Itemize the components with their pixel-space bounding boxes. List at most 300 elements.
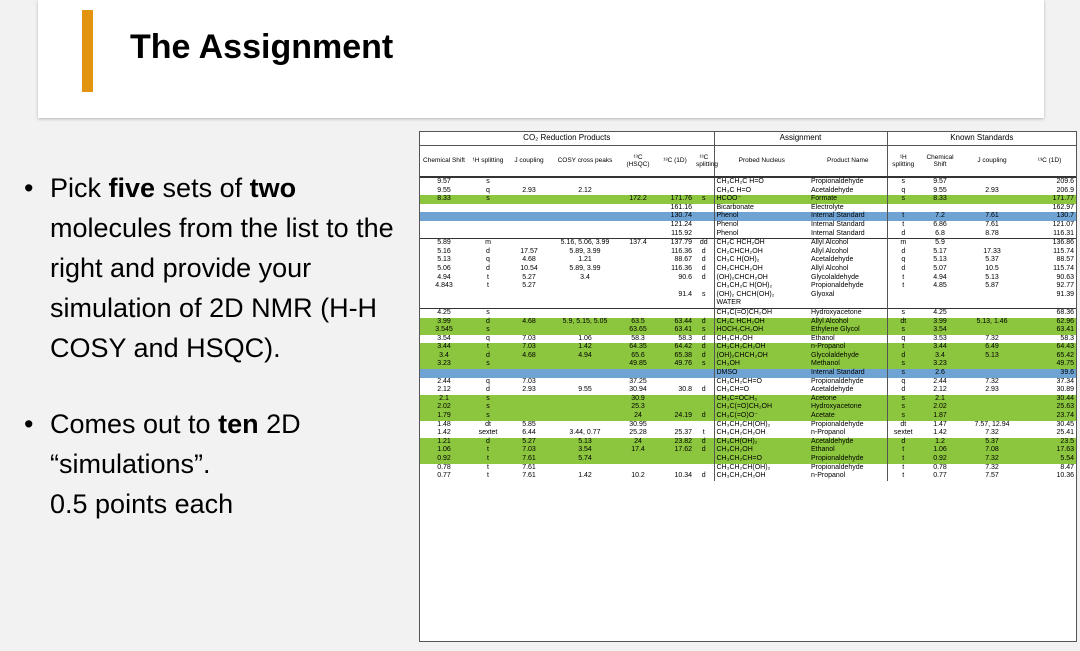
table-cell: t: [468, 455, 508, 464]
table-cell: 6.86: [933, 220, 947, 228]
table-cell: 0.77: [437, 472, 451, 480]
table-cell: [508, 412, 550, 421]
table-cell: [620, 256, 656, 265]
table-cell: [656, 395, 694, 404]
table-cell: [694, 403, 714, 412]
table-cell: [961, 204, 1023, 213]
table-cell: 5.89, 3.99: [569, 247, 601, 255]
table-row: [420, 248, 1076, 257]
table-cell: [468, 230, 508, 239]
table-cell: 1.06: [420, 446, 468, 455]
table-cell: [508, 299, 550, 308]
table-cell: [694, 308, 714, 317]
table-cell: 0.92: [420, 455, 468, 464]
table-cell: d: [468, 352, 508, 361]
table-cell: d: [468, 318, 508, 327]
table-cell: (OH)₂CHCH₂OH: [714, 352, 809, 361]
table-cell: d: [701, 247, 706, 255]
table-cell: d: [694, 343, 714, 352]
table-cell: [961, 299, 1023, 308]
table-cell: 1.2: [919, 438, 961, 447]
column-header: COSY cross peaks: [550, 146, 620, 178]
table-cell: 30.95: [629, 420, 647, 428]
table-row: [420, 446, 1076, 455]
table-cell: 1.42: [933, 429, 947, 437]
table-cell: [508, 230, 550, 239]
table-cell: [961, 177, 1023, 187]
table-cell: [508, 291, 550, 300]
table-cell: CH₂C HCH₂OH: [714, 318, 809, 327]
table-cell: [420, 299, 468, 308]
table-cell: [550, 230, 620, 239]
table-cell: [961, 195, 1023, 204]
table-row: [420, 395, 1076, 404]
table-cell: Internal Standard: [809, 369, 887, 378]
table-cell: [620, 177, 656, 187]
table-cell: t: [887, 455, 919, 464]
table-cell: 91.39: [1056, 290, 1075, 298]
table-cell: [656, 369, 694, 378]
table-cell: CH₃C H=O: [714, 187, 809, 196]
table-cell: 7.61: [522, 472, 536, 480]
table-cell: Ethanol: [811, 334, 835, 342]
table-cell: Phenol: [714, 212, 809, 221]
table-cell: 30.9: [620, 395, 656, 404]
table-cell: 49.75: [1023, 360, 1076, 369]
table-cell: s: [468, 195, 508, 204]
table-cell: 58.3: [1060, 334, 1075, 342]
bullet-text: two: [249, 173, 297, 203]
table-cell: 37.34: [1056, 377, 1075, 385]
table-cell: 90.6: [678, 273, 692, 281]
table-cell: 1.21: [578, 256, 592, 264]
table-cell: d: [887, 438, 919, 447]
table-cell: s: [468, 326, 508, 335]
table-cell: dt: [887, 421, 919, 430]
table-cell: [620, 221, 656, 230]
table-cell: q: [486, 377, 490, 385]
table-cell: s: [694, 195, 714, 204]
table-row: [420, 265, 1076, 274]
table-cell: Phenol: [714, 230, 809, 239]
table-cell: [550, 378, 620, 387]
table-cell: [694, 230, 714, 239]
table-cell: [656, 308, 694, 317]
table-cell: 3.4: [919, 352, 961, 361]
table-cell: [550, 291, 620, 300]
table-cell: [508, 177, 550, 187]
table-cell: [694, 395, 714, 404]
table-cell: CH₃CH₂C H=O: [714, 177, 809, 187]
table-cell: Propionaldehyde: [811, 377, 864, 385]
bullet-text: Comes out to: [50, 409, 219, 439]
table-cell: s: [887, 177, 919, 187]
table-cell: 1.06: [578, 334, 592, 342]
table-cell: 130.7: [1023, 212, 1076, 221]
table-cell: Acetaldehyde: [809, 438, 887, 447]
table-cell: 6.44: [522, 429, 536, 437]
table-cell: 10.2: [631, 472, 645, 480]
table-cell: 17.33: [983, 247, 1001, 255]
table-row: [420, 421, 1076, 430]
table-cell: d: [701, 334, 706, 342]
table-cell: 90.63: [1056, 273, 1075, 281]
bullet-1: [24, 168, 404, 368]
table-row: [420, 212, 1076, 221]
table-cell: d: [694, 318, 714, 327]
table-cell: [550, 221, 620, 230]
table-cell: 5.89, 3.99: [569, 264, 601, 272]
table-cell: Propionaldehyde: [811, 282, 864, 290]
table-cell: Acetaldehyde: [811, 186, 854, 194]
table-cell: 3.44: [919, 343, 961, 352]
table-cell: d: [468, 438, 508, 447]
table-cell: 7.08: [961, 446, 1023, 455]
table-cell: Propionaldehyde: [811, 463, 864, 471]
table-cell: 2.1: [919, 395, 961, 404]
table-cell: 5.54: [1023, 455, 1076, 464]
table-cell: 68.36: [1023, 308, 1076, 317]
table-cell: 17.57: [520, 247, 538, 255]
table-cell: Hydroxyacetone: [809, 403, 887, 412]
table-cell: 8.47: [1060, 463, 1075, 471]
table-cell: CH₃OH: [714, 360, 809, 369]
table-cell: q: [887, 378, 919, 387]
table-cell: 6.8: [935, 229, 945, 237]
table-cell: Propionaldehyde: [811, 178, 864, 185]
table-cell: CH₃CH₂CH₂OH: [714, 429, 809, 438]
table-cell: 17.4: [620, 446, 656, 455]
table-cell: [961, 395, 1023, 404]
table-cell: [961, 360, 1023, 369]
table-cell: [961, 308, 1023, 317]
table-row: [420, 195, 1076, 204]
table-cell: [508, 403, 550, 412]
table-cell: 4.94: [933, 273, 947, 281]
table-cell: [961, 326, 1023, 335]
table-cell: CH₂C HCH₂OH: [714, 239, 809, 248]
table-cell: 5.37: [985, 256, 999, 264]
table-cell: 137.79: [656, 239, 694, 248]
table-cell: sextet: [887, 429, 919, 438]
table-cell: 5.89: [420, 239, 468, 248]
table-cell: Acetone: [809, 395, 887, 404]
table-cell: [620, 464, 656, 473]
table-cell: Formate: [809, 195, 887, 204]
table-cell: s: [887, 326, 919, 335]
table-row: [420, 335, 1076, 344]
table-cell: [919, 204, 961, 213]
table-cell: [694, 187, 714, 196]
table-cell: [694, 212, 714, 221]
table-cell: 3.23: [919, 360, 961, 369]
table-cell: Acetaldehyde: [811, 256, 854, 264]
table-cell: [694, 221, 714, 230]
table-cell: 0.78: [437, 463, 451, 471]
table-cell: Acetate: [809, 412, 887, 421]
table-cell: [550, 403, 620, 412]
table-cell: 49.85: [620, 360, 656, 369]
table-cell: 7.03: [508, 446, 550, 455]
table-cell: 4.68: [508, 352, 550, 361]
bullet-text: 2D “simulations”.: [50, 409, 301, 479]
table-cell: s: [887, 403, 919, 412]
table-cell: [620, 187, 656, 196]
title-accent-bar: [82, 10, 93, 92]
table-row: [420, 230, 1076, 239]
table-cell: CH₃CH₂CH₂OH: [714, 343, 809, 352]
table-cell: 6.49: [961, 343, 1023, 352]
table-cell: 5.13: [961, 352, 1023, 361]
table-row: [420, 274, 1076, 283]
table-cell: 24: [620, 412, 656, 421]
table-cell: CH₃CH₂CH=O: [714, 378, 809, 387]
table-cell: 116.36: [671, 264, 692, 272]
table-cell: [620, 308, 656, 317]
table-cell: s: [468, 360, 508, 369]
table-cell: 2.12: [578, 186, 592, 194]
table-cell: 2.93: [522, 386, 536, 394]
table-row: [420, 343, 1076, 352]
table-cell: t: [468, 446, 508, 455]
table-cell: 10.54: [520, 264, 538, 272]
table-cell: 5.13: [550, 438, 620, 447]
table-cell: CH₃CH₂CH(OH)₂: [714, 464, 809, 473]
table-row: [420, 256, 1076, 265]
title-box: [38, 0, 1044, 118]
table-cell: 3.4: [420, 352, 468, 361]
table-cell: HOCH₂CH₂OH: [714, 326, 809, 335]
table-cell: dt: [887, 318, 919, 327]
table-cell: [550, 212, 620, 221]
table-cell: 5.13: [437, 256, 451, 264]
table-cell: 3.99: [420, 318, 468, 327]
table-cell: 2.12: [933, 386, 947, 394]
column-header: Chemical Shift: [420, 146, 468, 178]
bullet-2: [24, 404, 404, 524]
bullet-text: ten: [218, 409, 259, 439]
table-cell: s: [887, 195, 919, 204]
table-cell: [420, 212, 468, 221]
table-cell: 10.36: [1056, 472, 1075, 480]
bullet-text: molecules from the list to the right and provide your simulation of 2D NMR (H-H COSY and HSQC).: [50, 213, 394, 363]
table-cell: [961, 412, 1023, 421]
table-cell: 63.5: [620, 318, 656, 327]
column-header: ¹³C (HSQC): [620, 146, 656, 178]
table-cell: Bicarbonate: [714, 204, 809, 213]
table-cell: q: [486, 334, 490, 342]
table-cell: 5.17: [933, 247, 947, 255]
table-cell: [620, 282, 656, 291]
table-cell: 23.5: [1023, 438, 1076, 447]
table-cell: 7.32: [961, 455, 1023, 464]
table-cell: m: [468, 239, 508, 248]
table-row: [420, 369, 1076, 378]
table-cell: [508, 395, 550, 404]
table-cell: 116.36: [671, 247, 692, 255]
table-row: [420, 352, 1076, 361]
table-cell: 3.53: [933, 334, 947, 342]
table-cell: d: [694, 438, 714, 447]
table-cell: Ethylene Glycol: [809, 326, 887, 335]
table-cell: 2.12: [437, 386, 451, 394]
table-cell: m: [887, 239, 919, 248]
table-cell: [468, 212, 508, 221]
table-cell: 23.74: [1023, 412, 1076, 421]
table-cell: [620, 212, 656, 221]
table-cell: 1.06: [919, 446, 961, 455]
table-cell: 5.74: [550, 455, 620, 464]
table-cell: 37.25: [629, 377, 647, 385]
bullet-text: five: [108, 173, 156, 203]
table-cell: 3.99: [919, 318, 961, 327]
table-cell: d: [701, 386, 706, 394]
table-cell: n-Propanol: [811, 472, 846, 480]
table-cell: Acetaldehyde: [811, 386, 854, 394]
table-cell: 161.16: [670, 203, 692, 211]
table-cell: 116.31: [1053, 229, 1075, 237]
table-cell: 2.93: [985, 386, 999, 394]
table-cell: t: [468, 343, 508, 352]
table-cell: 130.74: [656, 212, 694, 221]
table-cell: d: [694, 352, 714, 361]
table-cell: 63.65: [620, 326, 656, 335]
table-cell: 58.3: [678, 334, 692, 342]
table-cell: n-Propanol: [811, 429, 846, 437]
table-cell: 10.5: [985, 264, 999, 272]
table-row: [420, 221, 1076, 230]
table-cell: [961, 291, 1023, 300]
table-row: [420, 318, 1076, 327]
table-cell: 9.55: [437, 186, 451, 194]
table-cell: [508, 212, 550, 221]
table-cell: [656, 455, 694, 464]
table-cell: 2.44: [437, 377, 451, 385]
table-cell: 3.23: [420, 360, 468, 369]
table-cell: s: [468, 403, 508, 412]
table-cell: 88.57: [1056, 256, 1075, 264]
table-cell: 5.37: [961, 438, 1023, 447]
table-cell: q: [486, 186, 490, 194]
table-cell: [887, 204, 919, 213]
table-row: [420, 187, 1076, 196]
table-cell: CH₃CH₂OH: [714, 335, 809, 344]
table-row: [420, 282, 1076, 291]
table-cell: Glyoxal: [811, 290, 835, 298]
table-cell: 25.41: [1056, 429, 1075, 437]
table-cell: [550, 204, 620, 213]
table-cell: [550, 421, 620, 430]
table-cell: [620, 274, 656, 283]
table-cell: 7.32: [985, 377, 999, 385]
table-cell: 7.57: [985, 472, 999, 480]
table-cell: 24: [620, 438, 656, 447]
table-cell: d: [486, 264, 490, 272]
table-cell: [656, 282, 694, 291]
column-header: J coupling: [508, 146, 550, 178]
table-cell: [656, 378, 694, 387]
table-cell: t: [887, 472, 919, 481]
table-cell: [620, 369, 656, 378]
table-row: [420, 239, 1076, 248]
table-cell: 62.96: [1023, 318, 1076, 327]
table-cell: 23.82: [656, 438, 694, 447]
table-cell: [656, 464, 694, 473]
table-cell: CH₃C(=O)CH₂OH: [714, 308, 809, 317]
table-cell: Ethanol: [809, 446, 887, 455]
table-cell: 137.4: [620, 239, 656, 248]
table-cell: t: [487, 282, 489, 290]
table-cell: s: [694, 326, 714, 335]
table-cell: t: [887, 212, 919, 221]
table-cell: 2.6: [919, 369, 961, 378]
table-cell: t: [702, 429, 705, 437]
table-cell: 7.03: [522, 334, 536, 342]
table-row: [420, 438, 1076, 447]
table-cell: [468, 204, 508, 213]
table-cell: [508, 360, 550, 369]
table-cell: 1.87: [919, 412, 961, 421]
table-cell: 25.63: [1023, 403, 1076, 412]
table-cell: 25.28: [629, 429, 647, 437]
table-cell: 88.67: [674, 256, 692, 264]
table-cell: 1.79: [420, 412, 468, 421]
table-cell: [550, 195, 620, 204]
table-cell: [550, 299, 620, 308]
table-cell: 25.37: [674, 429, 692, 437]
bullet-text: 0.5 points each: [50, 489, 234, 519]
table-cell: t: [887, 274, 919, 283]
table-cell: 30.45: [1056, 420, 1075, 428]
table-cell: 1.42: [578, 472, 592, 480]
column-header: ¹H splitting: [887, 146, 919, 178]
table-cell: s: [887, 369, 919, 378]
table-cell: 4.25: [919, 308, 961, 317]
table-cell: 4.843: [435, 282, 453, 290]
table-cell: CH₃C H(OH)₂: [714, 256, 809, 265]
table-cell: 171.77: [1023, 195, 1076, 204]
table-cell: 1.21: [420, 438, 468, 447]
table-cell: 64.42: [656, 343, 694, 352]
table-cell: t: [887, 221, 919, 230]
table-cell: d: [701, 256, 706, 264]
table-cell: 24.19: [656, 412, 694, 421]
table-cell: CH₂CHCH₂OH: [714, 248, 809, 257]
table-cell: [620, 265, 656, 274]
table-row: [420, 308, 1076, 317]
table-cell: t: [887, 446, 919, 455]
table-cell: 121.07: [1052, 220, 1075, 228]
table-cell: 30.89: [1056, 386, 1075, 394]
table-cell: CH₃CH₂CH=O: [714, 455, 809, 464]
table-cell: 3.54: [550, 446, 620, 455]
table-cell: [550, 177, 620, 187]
table-cell: Internal Standard: [811, 229, 865, 237]
table-cell: [550, 464, 620, 473]
table-cell: d: [887, 386, 919, 395]
table-cell: [468, 299, 508, 308]
table-cell: d: [701, 264, 706, 272]
table-cell: 2.1: [420, 395, 468, 404]
table-cell: [694, 282, 714, 291]
table-cell: d: [486, 386, 490, 394]
table-cell: Propionaldehyde: [811, 420, 864, 428]
table-cell: 3.4: [580, 273, 590, 281]
table-cell: [550, 326, 620, 335]
table-cell: [656, 421, 694, 430]
table-cell: 49.76: [656, 360, 694, 369]
table-cell: 30.8: [678, 386, 692, 394]
